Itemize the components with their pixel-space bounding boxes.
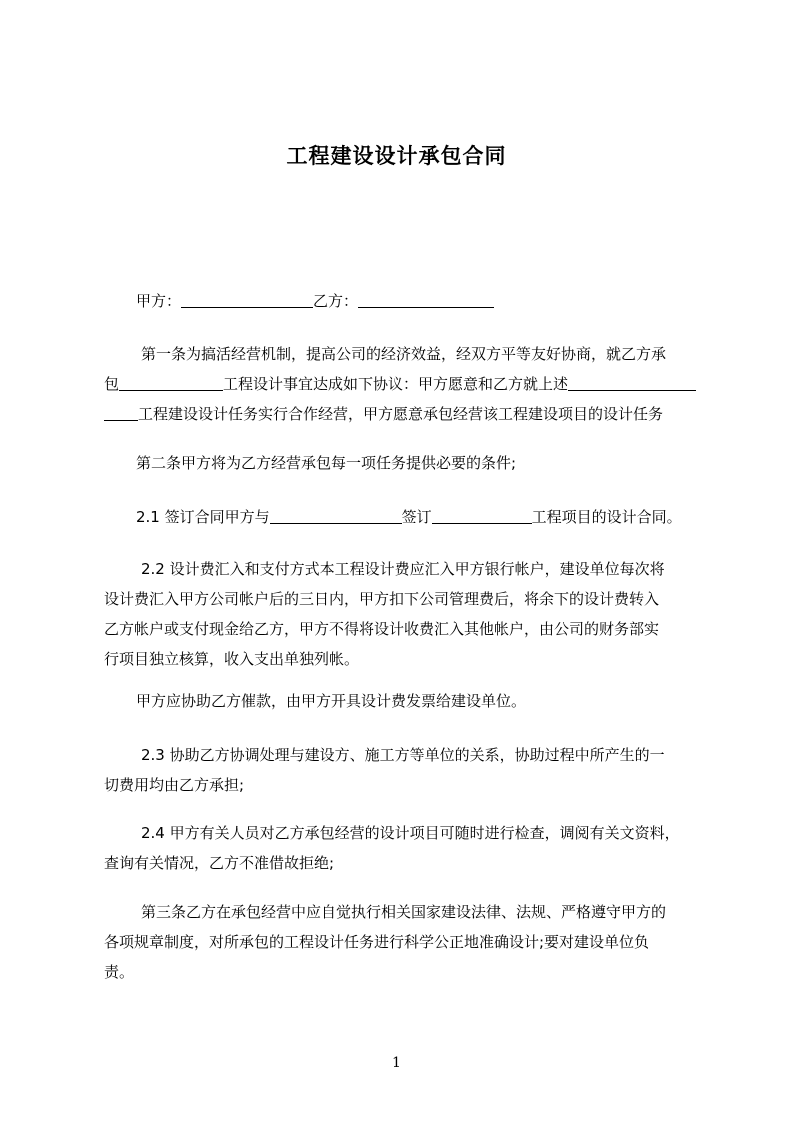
item-2-1-blank-1 bbox=[270, 506, 402, 524]
item-2-2-line-1: 2.2 设计费汇入和支付方式本工程设计费应汇入甲方银行帐户，建设单位每次将 bbox=[141, 560, 665, 578]
item-2-1 bbox=[136, 502, 716, 532]
item-2-3-line-2: 切费用均由乙方承担; bbox=[104, 776, 245, 794]
item-2-1-text-c: 工程项目的设计合同。 bbox=[531, 508, 682, 526]
item-2-2 bbox=[104, 554, 704, 674]
page-number: 1 bbox=[392, 1055, 401, 1071]
article-2: 第二条甲方将为乙方经营承包每一项任务提供必要的条件; bbox=[136, 454, 517, 472]
item-2-2-line-3: 乙方帐户或支付现金给乙方，甲方不得将设计收费汇入其他帐户，由公司的财务部实 bbox=[104, 620, 660, 638]
article-1 bbox=[104, 339, 704, 429]
article-1-blank-3 bbox=[104, 403, 138, 421]
article-1-text-c: 工程建设设计任务实行合作经营，甲方愿意承包经营该工程建设项目的设计任务 bbox=[138, 405, 664, 423]
parties-line bbox=[136, 286, 736, 316]
article-1-blank-1 bbox=[119, 373, 223, 391]
article-1-line-2 bbox=[104, 369, 704, 399]
article-1-blank-2 bbox=[568, 373, 696, 391]
article-1-line-3 bbox=[104, 399, 704, 429]
party-a-label: 甲方： bbox=[136, 292, 182, 310]
party-b-blank bbox=[358, 290, 494, 308]
item-2-1-text-b: 签订 bbox=[401, 508, 432, 526]
item-2-1-text-a: 2.1 签订合同甲方与 bbox=[136, 508, 270, 526]
article-3-line-3: 责。 bbox=[104, 963, 135, 981]
item-2-3-line-1: 2.3 协助乙方协调处理与建设方、施工方等单位的关系，协助过程中所产生的一 bbox=[141, 746, 665, 764]
article-1-text-a: 包 bbox=[104, 375, 120, 393]
item-2-1-blank-2 bbox=[432, 506, 532, 524]
party-b-label: 乙方： bbox=[313, 292, 359, 310]
article-3-line-1: 第三条乙方在承包经营中应自觉执行相关国家建设法律、法规、严格遵守甲方的 bbox=[141, 903, 667, 921]
document-title: 工程建设设计承包合同 bbox=[286, 144, 507, 168]
article-1-line-1: 第一条为搞活经营机制，提高公司的经济效益，经双方平等友好协商，就乙方承 bbox=[141, 345, 667, 363]
party-a-blank bbox=[181, 290, 313, 308]
item-2-3 bbox=[104, 740, 704, 800]
item-2-2-line-2: 设计费汇入甲方公司帐户后的三日内，甲方扣下公司管理费后，将余下的设计费转入 bbox=[104, 590, 660, 608]
item-2-4-line-1: 2.4 甲方有关人员对乙方承包经营的设计项目可随时进行检查，调阅有关文资料， bbox=[141, 824, 680, 842]
article-3-line-2: 各项规章制度，对所承包的工程设计任务进行科学公正地准确设计;要对建设单位负 bbox=[104, 933, 650, 951]
collection-paragraph: 甲方应协助乙方催款，由甲方开具设计费发票给建设单位。 bbox=[136, 692, 527, 710]
article-3 bbox=[104, 897, 704, 987]
item-2-4 bbox=[104, 818, 704, 878]
article-1-text-b: 工程设计事宜达成如下协议：甲方愿意和乙方就上述 bbox=[223, 375, 569, 393]
item-2-4-line-2: 查询有关情况，乙方不准借故拒绝; bbox=[104, 854, 335, 872]
item-2-2-line-4: 行项目独立核算，收入支出单独列帐。 bbox=[104, 650, 360, 668]
